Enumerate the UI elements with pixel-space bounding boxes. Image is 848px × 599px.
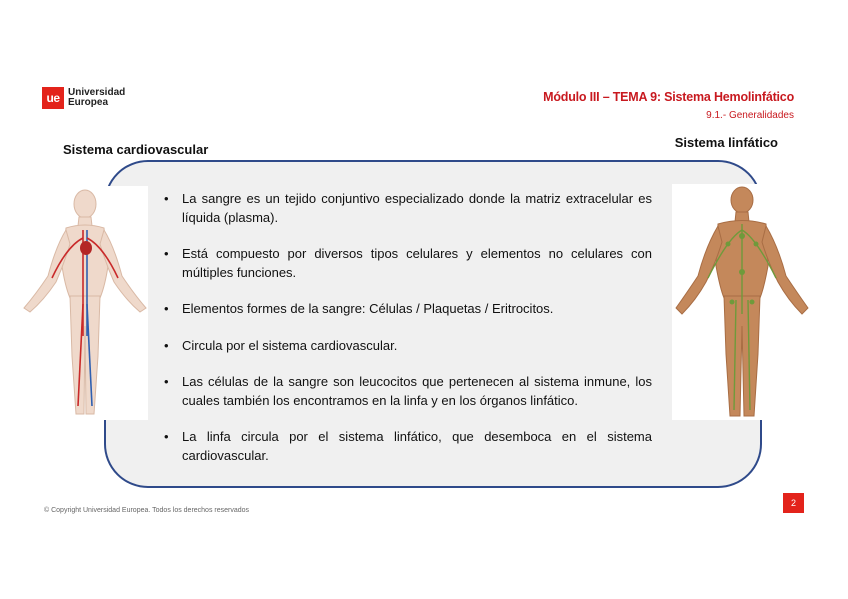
lymphatic-figure-image (672, 184, 812, 420)
bullet-item: • Circula por el sistema cardiovascular. (160, 337, 652, 356)
module-title: Módulo III – TEMA 9: Sistema Hemolinfático (543, 90, 794, 104)
module-subtitle: 9.1.- Generalidades (706, 110, 794, 121)
female-body-illustration (22, 186, 148, 420)
page-number: 2 (783, 493, 804, 513)
logo-line-1: Universidad (68, 87, 126, 98)
bullet-item: • Elementos formes de la sangre: Células / Plaquetas / Eritrocitos. (160, 300, 652, 319)
logo-line-2: Europea (68, 97, 109, 108)
cardiovascular-label: Sistema cardiovascular (63, 142, 209, 157)
logo-mark: ue (42, 87, 64, 109)
bullet-item: • Las células de la sangre son leucocitos que pertenecen al sistema inmune, los cuales también los encontramos en la linfa y en los órganos linfático. (160, 373, 652, 410)
lymphatic-label: Sistema linfático (674, 135, 778, 150)
university-logo (42, 87, 125, 109)
logo-text (68, 88, 125, 108)
cardiovascular-figure-image (22, 186, 148, 420)
male-body-illustration (672, 184, 812, 420)
copyright-text: © Copyright Universidad Europea. Todos los derechos reservados (44, 507, 250, 514)
bullet-list (160, 190, 652, 483)
bullet-item: • La sangre es un tejido conjuntivo especializado donde la matriz extracelular es líquida (plasma). (160, 190, 652, 227)
bullet-item: • La linfa circula por el sistema linfático, que desemboca en el sistema cardiovascular. (160, 428, 652, 465)
bullet-item: • Está compuesto por diversos tipos celulares y elementos no celulares con múltiples funciones. (160, 245, 652, 282)
